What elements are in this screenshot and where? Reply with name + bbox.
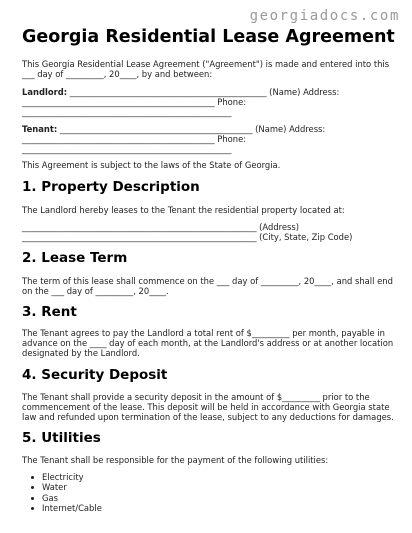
deposit-line-1: The Tenant shall provide a security deposit in the amount of $_________ prior to the	[22, 392, 370, 402]
governing-law-text: This Agreement is subject to the laws of the State of Georgia.	[22, 160, 281, 170]
deposit-line-2: commencement of the lease. This deposit will be held in accordance with Georgia state	[22, 402, 390, 412]
landlord-line-1: _______________________________________________ (Name) Address:	[67, 87, 340, 97]
tenant-extra-line: __________________________________________________	[22, 144, 232, 154]
utilities-list	[22, 472, 102, 514]
property-address-field: ________________________________________________________ (Address)	[22, 222, 300, 232]
intro-line-2: ___ day of _________, 20____, by and between:	[22, 69, 213, 79]
landlord-name-address-field	[22, 87, 339, 97]
site-watermark: georgiadocs.com	[249, 8, 400, 24]
rent-line-2: advance on the ____ day of each month, at the Landlord's address or at another location	[22, 338, 394, 348]
rent-line-1: The Tenant agrees to pay the Landlord a total rent of $_________ per month, payable in	[22, 328, 385, 338]
tenant-phone-field: ______________________________________________ Phone:	[22, 134, 247, 144]
landlord-phone-field: ______________________________________________ Phone:	[22, 97, 247, 107]
section-heading-utilities: 5. Utilities	[22, 430, 101, 446]
list-item: Electricity	[22, 472, 102, 482]
section-heading-lease-term: 2. Lease Term	[22, 250, 128, 266]
section-heading-security-deposit: 4. Security Deposit	[22, 367, 168, 383]
section-heading-property: 1. Property Description	[22, 179, 200, 195]
section-heading-rent: 3. Rent	[22, 304, 77, 320]
document-title: Georgia Residential Lease Agreement	[22, 27, 395, 47]
list-item: Water	[22, 482, 102, 492]
property-intro-text: The Landlord hereby leases to the Tenant the residential property located at:	[22, 205, 345, 215]
lease-term-line-1: The term of this lease shall commence on the ___ day of _________, 20____, and shall end	[22, 276, 393, 286]
property-city-state-zip-field: ________________________________________________________ (City, State, Zip Code)	[22, 232, 353, 242]
lease-term-line-2: on the ___ day of _________, 20____.	[22, 286, 169, 296]
tenant-label: Tenant:	[22, 124, 58, 134]
list-item: Gas	[22, 493, 102, 503]
landlord-extra-line: __________________________________________________	[22, 107, 232, 117]
deposit-line-3: law and refunded upon termination of the lease, subject to any deductions for damages.	[22, 412, 394, 422]
list-item: Internet/Cable	[22, 503, 102, 513]
tenant-line-1: ______________________________________________ (Name) Address:	[57, 124, 326, 134]
tenant-name-address-field	[22, 124, 325, 134]
rent-line-3: designated by the Landlord.	[22, 348, 140, 358]
intro-line-1: This Georgia Residential Lease Agreement ("Agreement") is made and entered into this	[22, 59, 390, 69]
utilities-intro-text: The Tenant shall be responsible for the payment of the following utilities:	[22, 455, 329, 465]
landlord-label: Landlord:	[22, 87, 68, 97]
